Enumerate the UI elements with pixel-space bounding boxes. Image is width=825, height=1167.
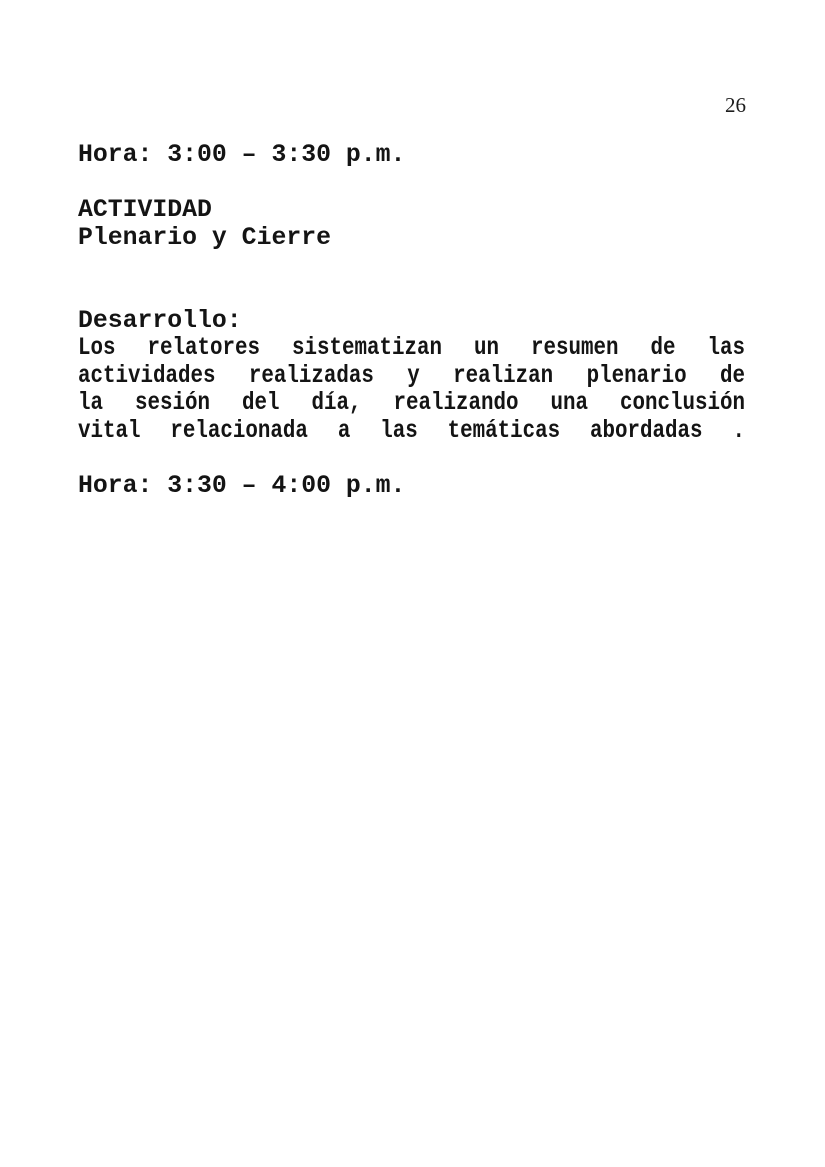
blank-lines (78, 252, 745, 307)
activity-heading: ACTIVIDAD (78, 196, 212, 225)
development-paragraph (78, 335, 745, 445)
development-paragraph-line: vital relacionada a las temáticas abordadas . (78, 416, 745, 445)
time-line-2: Hora: 3:30 – 4:00 p.m. (78, 472, 406, 501)
time-line-1: Hora: 3:00 – 3:30 p.m. (78, 141, 406, 169)
activity-name: Plenario y Cierre (78, 223, 331, 252)
development-heading: Desarrollo: (78, 306, 242, 335)
development-paragraph-line: Los relatores sistematizan un resumen de las (78, 334, 745, 363)
page-number: 26 (725, 93, 746, 117)
blank-line (78, 170, 745, 198)
development-paragraph-line: actividades realizadas y realizan plenario de (78, 361, 745, 390)
blank-line (78, 446, 745, 474)
document-body (78, 142, 745, 501)
development-paragraph-line: la sesión del día, realizando una conclusión (78, 389, 745, 418)
